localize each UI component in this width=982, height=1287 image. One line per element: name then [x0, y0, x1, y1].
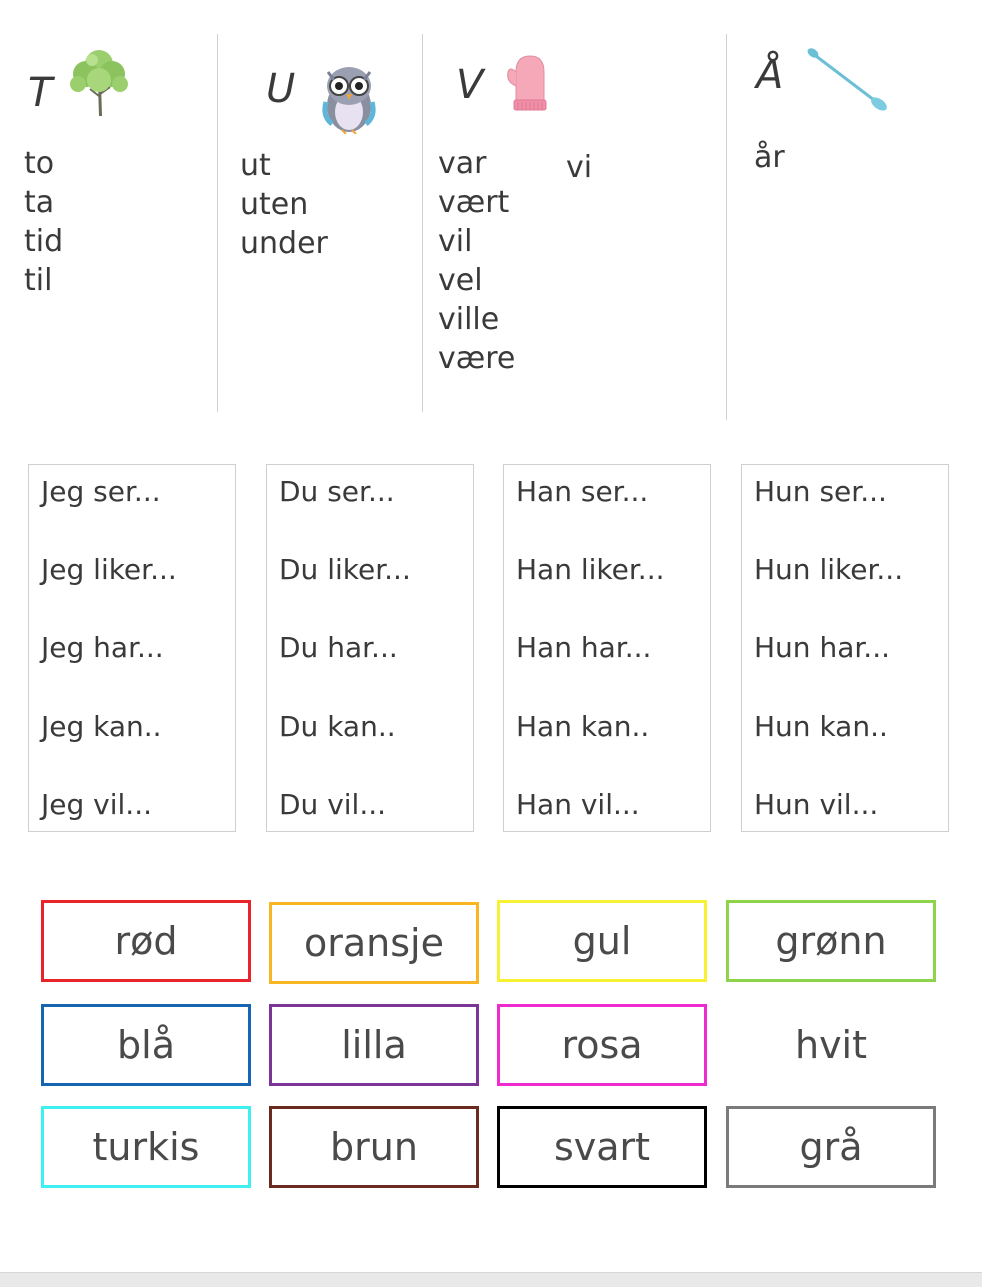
sentence-line: Hun har... [754, 631, 890, 664]
sentence-line: Du liker... [279, 553, 411, 586]
sentence-line: Jeg vil... [41, 788, 152, 821]
tree-icon [68, 44, 130, 124]
color-label: brun [330, 1125, 418, 1169]
column-divider [217, 34, 218, 412]
column-divider [726, 34, 727, 420]
sentence-line: Han kan.. [516, 710, 650, 743]
sentence-line: Jeg kan.. [41, 710, 162, 743]
color-label: rosa [561, 1023, 643, 1067]
color-box-oransje [269, 902, 479, 984]
color-box-gul [497, 900, 707, 982]
sentence-box-hun [741, 464, 949, 832]
word: ville [438, 302, 500, 337]
word: ta [24, 185, 55, 220]
column-divider [422, 34, 423, 412]
color-label: turkis [92, 1125, 200, 1169]
word-extra: vi [566, 150, 593, 185]
color-label: rød [114, 919, 178, 963]
color-box-turkis [41, 1106, 251, 1188]
word: vel [438, 263, 483, 298]
color-label: hvit [794, 1023, 868, 1067]
sentence-line: Hun liker... [754, 553, 904, 586]
word: til [24, 263, 53, 298]
sentence-line: Hun ser... [754, 475, 887, 508]
sentence-line: Jeg har... [41, 631, 164, 664]
color-box-gra [726, 1106, 936, 1188]
sentence-box-jeg [28, 464, 236, 832]
color-label: lilla [341, 1023, 407, 1067]
color-label: svart [553, 1125, 651, 1169]
color-box-hvit [726, 1004, 936, 1086]
word-list [438, 144, 515, 378]
sentence-line: Han ser... [516, 475, 649, 508]
letter-heading: T [28, 70, 53, 116]
sentence-line: Du kan.. [279, 710, 396, 743]
color-box-rod [41, 900, 251, 982]
sentence-line: Jeg ser... [41, 475, 161, 508]
sentence-line: Du ser... [279, 475, 395, 508]
word: år [754, 140, 785, 175]
word: uten [240, 187, 309, 222]
oar-icon [804, 44, 890, 118]
sentence-line: Hun kan.. [754, 710, 888, 743]
word: vært [438, 185, 510, 220]
color-box-brun [269, 1106, 479, 1188]
color-box-gronn [726, 900, 936, 982]
color-box-lilla [269, 1004, 479, 1086]
sentence-line: Han har... [516, 631, 652, 664]
color-label: oransje [304, 921, 444, 965]
word: vil [438, 224, 473, 259]
sentence-line: Han liker... [516, 553, 665, 586]
word: ut [240, 148, 271, 183]
mitten-icon [504, 52, 548, 118]
color-box-bla [41, 1004, 251, 1086]
color-label: blå [117, 1023, 175, 1067]
letter-heading: U [266, 66, 296, 112]
word: være [438, 341, 516, 376]
color-box-svart [497, 1106, 707, 1188]
color-label: grå [799, 1125, 863, 1169]
sentence-box-han [503, 464, 711, 832]
word: var [438, 146, 487, 181]
sentence-line: Hun vil... [754, 788, 879, 821]
word: tid [24, 224, 64, 259]
word-list [240, 146, 328, 263]
sentence-box-du [266, 464, 474, 832]
bottom-edge [0, 1272, 982, 1287]
letter-heading: Å [756, 52, 784, 98]
color-label: gul [572, 919, 632, 963]
owl-icon [322, 62, 376, 138]
sentence-line: Du har... [279, 631, 398, 664]
sentence-line: Han vil... [516, 788, 640, 821]
word-list [754, 138, 785, 177]
word: under [240, 226, 328, 261]
sentence-line: Jeg liker... [41, 553, 177, 586]
color-label: grønn [775, 919, 887, 963]
color-box-rosa [497, 1004, 707, 1086]
word: to [24, 146, 55, 181]
letter-heading: V [456, 62, 484, 108]
sentence-line: Du vil... [279, 788, 387, 821]
word-list [24, 144, 63, 300]
